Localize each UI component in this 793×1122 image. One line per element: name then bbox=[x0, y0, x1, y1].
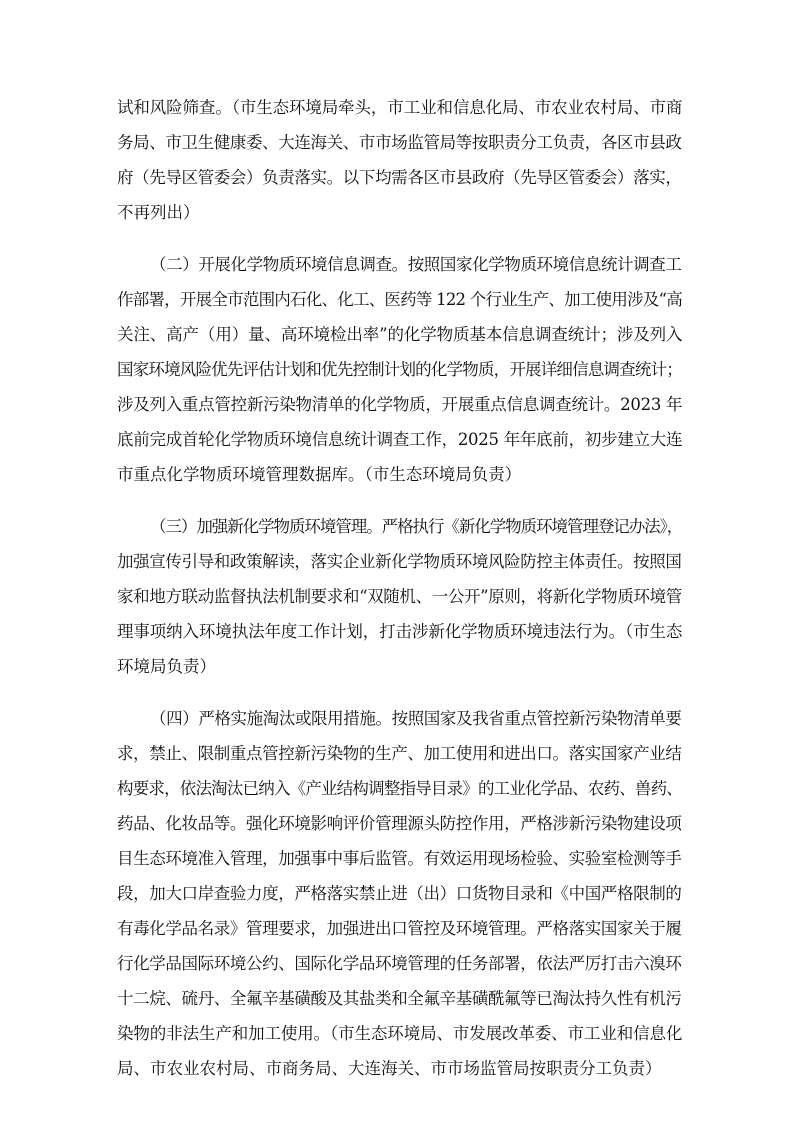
paragraph-3-line-3: 家和地方联动监督执法机制要求和“双随机、一公开”原则，将新化学物质环境管 bbox=[117, 587, 682, 606]
paragraph-2-line-7: 市重点化学物质环境管理数据库。（市生态环境局负责） bbox=[117, 465, 522, 484]
paragraph-4-line-11: 局、市农业农村局、市商务局、大连海关、市市场监管局按职责分工负责） bbox=[117, 1059, 662, 1078]
paragraph-4-line-9: 十二烷、硫丹、全氟辛基磺酸及其盐类和全氟辛基磺酰氟等已淘汰持久性有机污 bbox=[117, 989, 682, 1008]
paragraph-3-line-1: （三）加强新化学物质环境管理。严格执行《新化学物质环境管理登记办法》， bbox=[150, 517, 682, 536]
paragraph-4-line-8: 行化学品国际环境公约、国际化学品环境管理的任务部署，依法严厉打击六溴环 bbox=[117, 954, 682, 973]
paragraph-2-line-1: （二）开展化学物质环境信息调查。按照国家化学物质环境信息统计调查工 bbox=[150, 255, 682, 274]
paragraph-2-line-3: 关注、高产（用）量、高环境检出率”的化学物质基本信息调查统计；涉及列入 bbox=[117, 325, 682, 344]
paragraph-2-line-4: 国家环境风险优先评估计划和优先控制计划的化学物质，开展详细信息调查统计； bbox=[117, 360, 682, 379]
paragraph-4-line-3: 构要求，依法淘汰已纳入《产业结构调整指导目录》的工业化学品、农药、兽药、 bbox=[117, 779, 682, 798]
paragraph-4-line-4: 药品、化妆品等。强化环境影响评价管理源头防控作用，严格涉新污染物建设项 bbox=[117, 814, 682, 833]
paragraph-4-line-2: 求，禁止、限制重点管控新污染物的生产、加工使用和进出口。落实国家产业结 bbox=[117, 744, 682, 763]
paragraph-2-line-5: 涉及列入重点管控新污染物清单的化学物质，开展重点信息调查统计。2023 年 bbox=[117, 395, 682, 414]
paragraph-4-line-1: （四）严格实施淘汰或限用措施。按照国家及我省重点管控新污染物清单要 bbox=[150, 709, 682, 728]
paragraph-1-line-2: 务局、市卫生健康委、大连海关、市市场监管局等按职责分工负责，各区市县政 bbox=[117, 133, 682, 152]
paragraph-3-line-5: 环境局负责） bbox=[117, 657, 216, 676]
paragraph-4-line-5: 目生态环境准入管理，加强事中事后监管。有效运用现场检验、实验室检测等手 bbox=[117, 849, 682, 868]
paragraph-4-line-6: 段，加大口岸查验力度，严格落实禁止进（出）口货物目录和《中国严格限制的 bbox=[117, 884, 682, 903]
paragraph-2-line-6: 底前完成首轮化学物质环境信息统计调查工作，2025 年年底前，初步建立大连 bbox=[117, 430, 682, 449]
paragraph-2-line-2: 作部署，开展全市范围内石化、化工、医药等 122 个行业生产、加工使用涉及“高 bbox=[117, 290, 682, 309]
paragraph-3-line-2: 加强宣传引导和政策解读，落实企业新化学物质环境风险防控主体责任。按照国 bbox=[117, 552, 682, 571]
paragraph-4-line-7: 有毒化学品名录》管理要求，加强进出口管控及环境管理。严格落实国家关于履 bbox=[117, 919, 682, 938]
paragraph-4-line-10: 染物的非法生产和加工使用。（市生态环境局、市发展改革委、市工业和信息化 bbox=[117, 1024, 682, 1043]
paragraph-1-line-4: 不再列出） bbox=[117, 203, 200, 222]
paragraph-1-line-1: 试和风险筛查。（市生态环境局牵头，市工业和信息化局、市农业农村局、市商 bbox=[117, 98, 682, 117]
paragraph-3-line-4: 理事项纳入环境执法年度工作计划，打击涉新化学物质环境违法行为。（市生态 bbox=[117, 622, 682, 641]
paragraph-1-line-3: 府（先导区管委会）负责落实。以下均需各区市县政府（先导区管委会）落实， bbox=[117, 168, 682, 187]
